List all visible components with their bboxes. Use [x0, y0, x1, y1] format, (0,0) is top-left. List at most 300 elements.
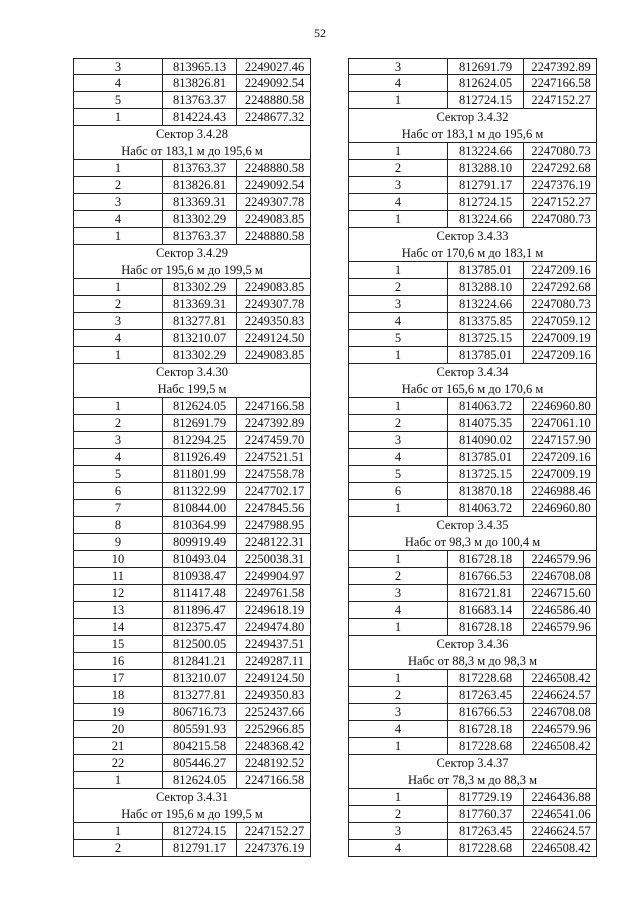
point-number: 1: [394, 144, 402, 158]
point-number: 3: [394, 60, 402, 74]
y-coordinate: 2250038.31: [236, 551, 312, 567]
x-coordinate: 817228.68: [447, 840, 523, 856]
x-coordinate: 812724.15: [447, 92, 523, 108]
coordinate-row: [73, 279, 311, 296]
y-coordinate: 2246508.42: [523, 738, 598, 754]
x-coordinate: 812691.79: [162, 415, 236, 431]
point-number: 4: [394, 195, 402, 209]
y-coordinate: 2246624.57: [523, 687, 598, 703]
coordinate-row: [348, 160, 597, 177]
coordinate-row: [73, 330, 311, 347]
point-number: 1: [114, 110, 122, 124]
sector-elevation-range: Набс от 78,3 м до 88,3 м: [348, 772, 597, 789]
point-number: 13: [111, 603, 125, 617]
coordinate-row: [348, 432, 597, 449]
point-number: 4: [394, 314, 402, 328]
coordinate-row: [348, 194, 597, 211]
y-coordinate: 2247166.58: [523, 75, 598, 91]
point-number: 6: [394, 484, 402, 498]
coordinate-row: [73, 296, 311, 313]
coordinate-row: [73, 823, 311, 840]
coordinate-row: [73, 483, 311, 500]
sector-title: Сектор 3.4.35: [348, 517, 597, 534]
point-number: 6: [114, 484, 122, 498]
point-number: 9: [114, 535, 122, 549]
y-coordinate: 2246960.80: [523, 500, 598, 516]
coordinate-row: [348, 92, 597, 109]
y-coordinate: 2252437.66: [236, 704, 312, 720]
y-coordinate: 2247080.73: [523, 211, 598, 227]
x-coordinate: 813725.15: [447, 330, 523, 346]
x-coordinate: 813870.18: [447, 483, 523, 499]
coordinate-row: [348, 296, 597, 313]
y-coordinate: 2249124.50: [236, 670, 312, 686]
y-coordinate: 2247558.78: [236, 466, 312, 482]
coordinate-row: [348, 806, 597, 823]
point-number: 1: [114, 824, 122, 838]
y-coordinate: 2249350.83: [236, 313, 312, 329]
point-number: 8: [114, 518, 122, 532]
coordinate-row: [73, 75, 311, 92]
coordinate-row: [73, 585, 311, 602]
y-coordinate: 2248677.32: [236, 109, 312, 125]
point-number: 3: [394, 433, 402, 447]
y-coordinate: 2247157.90: [523, 432, 598, 448]
point-number: 4: [394, 76, 402, 90]
coordinate-row: [73, 687, 311, 704]
y-coordinate: 2247845.56: [236, 500, 312, 516]
point-number: 1: [394, 501, 402, 515]
point-number: 5: [114, 93, 122, 107]
x-coordinate: 810493.04: [162, 551, 236, 567]
point-number: 1: [394, 348, 402, 362]
coordinate-row: [73, 466, 311, 483]
page-number: 52: [314, 26, 326, 40]
point-number: 1: [394, 739, 402, 753]
point-number: 2: [394, 416, 402, 430]
x-coordinate: 814090.02: [447, 432, 523, 448]
point-number: 5: [394, 467, 402, 481]
right-coordinate-table: [348, 58, 597, 857]
left-coordinate-table: [73, 58, 311, 857]
y-coordinate: 2246586.40: [523, 602, 598, 618]
y-coordinate: 2248880.58: [236, 228, 312, 244]
point-number: 3: [114, 60, 122, 74]
sector-elevation-range: Набс от 165,6 м до 170,6 м: [348, 381, 597, 398]
coordinate-row: [73, 517, 311, 534]
point-number: 12: [111, 586, 125, 600]
y-coordinate: 2249027.46: [236, 59, 312, 74]
x-coordinate: 812841.21: [162, 653, 236, 669]
y-coordinate: 2249350.83: [236, 687, 312, 703]
x-coordinate: 813210.07: [162, 330, 236, 346]
x-coordinate: 812624.05: [162, 398, 236, 414]
sector-title: Сектор 3.4.31: [73, 789, 311, 806]
coordinate-row: [348, 262, 597, 279]
x-coordinate: 817228.68: [447, 738, 523, 754]
sector-block: [348, 364, 597, 517]
coordinate-row: [348, 279, 597, 296]
point-number: 1: [114, 161, 122, 175]
y-coordinate: 2249307.78: [236, 194, 312, 210]
point-number: 4: [114, 76, 122, 90]
sector-elevation-range: Набс от 183,1 м до 195,6 м: [348, 126, 597, 143]
x-coordinate: 813375.85: [447, 313, 523, 329]
y-coordinate: 2247459.70: [236, 432, 312, 448]
x-coordinate: 804215.58: [162, 738, 236, 754]
x-coordinate: 814224.43: [162, 109, 236, 125]
point-number: 15: [111, 637, 125, 651]
y-coordinate: 2246508.42: [523, 840, 598, 856]
x-coordinate: 813785.01: [447, 347, 523, 363]
y-coordinate: 2252966.85: [236, 721, 312, 737]
coordinate-row: [73, 500, 311, 517]
x-coordinate: 812724.15: [162, 823, 236, 839]
coordinate-row: [73, 602, 311, 619]
point-number: 1: [114, 399, 122, 413]
sector-block: [348, 755, 597, 857]
y-coordinate: 2249083.85: [236, 347, 312, 363]
point-number: 2: [394, 688, 402, 702]
y-coordinate: 2248368.42: [236, 738, 312, 754]
y-coordinate: 2247152.27: [523, 194, 598, 210]
y-coordinate: 2248880.58: [236, 92, 312, 108]
coordinate-row: [73, 449, 311, 466]
y-coordinate: 2247009.19: [523, 466, 598, 482]
y-coordinate: 2249307.78: [236, 296, 312, 312]
y-coordinate: 2247080.73: [523, 143, 598, 159]
point-number: 10: [111, 552, 125, 566]
y-coordinate: 2247059.12: [523, 313, 598, 329]
coordinate-row: [73, 415, 311, 432]
point-number: 3: [394, 586, 402, 600]
y-coordinate: 2249904.97: [236, 568, 312, 584]
x-coordinate: 813277.81: [162, 313, 236, 329]
coordinate-row: [73, 670, 311, 687]
y-coordinate: 2247376.19: [523, 177, 598, 193]
point-number: 3: [394, 824, 402, 838]
x-coordinate: 817760.37: [447, 806, 523, 822]
coordinate-row: [348, 500, 597, 517]
coordinate-row: [348, 347, 597, 364]
coordinate-row: [348, 483, 597, 500]
point-number: 2: [394, 161, 402, 175]
sector-block: [348, 58, 597, 109]
coordinate-row: [348, 721, 597, 738]
sector-elevation-range: Набс 199,5 м: [73, 381, 311, 398]
coordinate-row: [348, 58, 597, 75]
coordinate-row: [73, 619, 311, 636]
point-number: 4: [114, 212, 122, 226]
x-coordinate: 811417.48: [162, 585, 236, 601]
coordinate-row: [73, 109, 311, 126]
point-number: 4: [394, 841, 402, 855]
point-number: 3: [394, 705, 402, 719]
y-coordinate: 2246436.88: [523, 789, 598, 805]
coordinate-row: [73, 92, 311, 109]
coordinate-row: [348, 602, 597, 619]
y-coordinate: 2249287.11: [236, 653, 312, 669]
coordinate-row: [348, 211, 597, 228]
coordinate-row: [73, 704, 311, 721]
sector-title: Сектор 3.4.29: [73, 245, 311, 262]
y-coordinate: 2249618.19: [236, 602, 312, 618]
x-coordinate: 814063.72: [447, 500, 523, 516]
y-coordinate: 2249092.54: [236, 177, 312, 193]
point-number: 4: [114, 450, 122, 464]
x-coordinate: 809919.49: [162, 534, 236, 550]
y-coordinate: 2247376.19: [236, 840, 312, 856]
point-number: 4: [114, 331, 122, 345]
coordinate-row: [348, 449, 597, 466]
sector-title: Сектор 3.4.37: [348, 755, 597, 772]
sector-block: [73, 58, 311, 126]
sector-title: Сектор 3.4.33: [348, 228, 597, 245]
sector-block: [73, 364, 311, 789]
x-coordinate: 817263.45: [447, 687, 523, 703]
point-number: 2: [394, 807, 402, 821]
point-number: 18: [111, 688, 125, 702]
y-coordinate: 2246988.46: [523, 483, 598, 499]
y-coordinate: 2247061.10: [523, 415, 598, 431]
coordinate-row: [73, 194, 311, 211]
x-coordinate: 813224.66: [447, 296, 523, 312]
coordinate-row: [73, 58, 311, 75]
x-coordinate: 813302.29: [162, 211, 236, 227]
y-coordinate: 2248192.52: [236, 755, 312, 771]
point-number: 2: [394, 280, 402, 294]
point-number: 1: [114, 280, 122, 294]
x-coordinate: 813302.29: [162, 279, 236, 295]
sector-elevation-range: Набс от 195,6 м до 199,5 м: [73, 806, 311, 823]
x-coordinate: 813369.31: [162, 296, 236, 312]
x-coordinate: 813965.13: [162, 59, 236, 74]
y-coordinate: 2246579.96: [523, 619, 598, 635]
sector-elevation-range: Набс от 195,6 м до 199,5 м: [73, 262, 311, 279]
x-coordinate: 813224.66: [447, 211, 523, 227]
x-coordinate: 811801.99: [162, 466, 236, 482]
x-coordinate: 813210.07: [162, 670, 236, 686]
sector-block: [73, 126, 311, 245]
point-number: 5: [394, 331, 402, 345]
x-coordinate: 813725.15: [447, 466, 523, 482]
point-number: 14: [111, 620, 125, 634]
x-coordinate: 813288.10: [447, 160, 523, 176]
coordinate-row: [73, 551, 311, 568]
x-coordinate: 805446.27: [162, 755, 236, 771]
sector-block: [73, 245, 311, 364]
point-number: 16: [111, 654, 125, 668]
y-coordinate: 2247292.68: [523, 279, 598, 295]
y-coordinate: 2247392.89: [236, 415, 312, 431]
coordinate-row: [73, 568, 311, 585]
y-coordinate: 2249124.50: [236, 330, 312, 346]
y-coordinate: 2247392.89: [523, 59, 598, 74]
y-coordinate: 2247521.51: [236, 449, 312, 465]
x-coordinate: 813763.37: [162, 92, 236, 108]
coordinate-row: [73, 228, 311, 245]
y-coordinate: 2247292.68: [523, 160, 598, 176]
y-coordinate: 2246708.08: [523, 568, 598, 584]
y-coordinate: 2249083.85: [236, 279, 312, 295]
point-number: 1: [394, 671, 402, 685]
coordinate-row: [348, 75, 597, 92]
x-coordinate: 816728.18: [447, 721, 523, 737]
point-number: 1: [114, 348, 122, 362]
y-coordinate: 2249474.80: [236, 619, 312, 635]
point-number: 1: [394, 263, 402, 277]
y-coordinate: 2246960.80: [523, 398, 598, 414]
coordinate-row: [73, 738, 311, 755]
x-coordinate: 812375.47: [162, 619, 236, 635]
coordinate-row: [73, 636, 311, 653]
x-coordinate: 806716.73: [162, 704, 236, 720]
x-coordinate: 813763.37: [162, 160, 236, 176]
y-coordinate: 2247152.27: [523, 92, 598, 108]
x-coordinate: 810938.47: [162, 568, 236, 584]
x-coordinate: 813826.81: [162, 75, 236, 91]
point-number: 1: [394, 212, 402, 226]
x-coordinate: 817228.68: [447, 670, 523, 686]
x-coordinate: 816721.81: [447, 585, 523, 601]
coordinate-row: [348, 398, 597, 415]
y-coordinate: 2246715.60: [523, 585, 598, 601]
y-coordinate: 2246508.42: [523, 670, 598, 686]
point-number: 4: [394, 450, 402, 464]
coordinate-row: [348, 704, 597, 721]
x-coordinate: 813288.10: [447, 279, 523, 295]
x-coordinate: 810844.00: [162, 500, 236, 516]
point-number: 4: [394, 722, 402, 736]
coordinate-row: [73, 313, 311, 330]
y-coordinate: 2246541.06: [523, 806, 598, 822]
point-number: 2: [394, 569, 402, 583]
x-coordinate: 812500.05: [162, 636, 236, 652]
point-number: 3: [394, 297, 402, 311]
coordinate-row: [348, 585, 597, 602]
coordinate-row: [73, 177, 311, 194]
y-coordinate: 2247009.19: [523, 330, 598, 346]
coordinate-row: [73, 160, 311, 177]
point-number: 3: [394, 178, 402, 192]
x-coordinate: 812724.15: [447, 194, 523, 210]
x-coordinate: 816766.53: [447, 704, 523, 720]
sector-block: [348, 109, 597, 228]
point-number: 1: [114, 229, 122, 243]
point-number: 5: [114, 467, 122, 481]
point-number: 22: [111, 756, 125, 770]
x-coordinate: 813277.81: [162, 687, 236, 703]
x-coordinate: 812624.05: [447, 75, 523, 91]
x-coordinate: 813302.29: [162, 347, 236, 363]
y-coordinate: 2246708.08: [523, 704, 598, 720]
y-coordinate: 2248122.31: [236, 534, 312, 550]
sector-title: Сектор 3.4.36: [348, 636, 597, 653]
x-coordinate: 812791.17: [162, 840, 236, 856]
y-coordinate: 2247209.16: [523, 449, 598, 465]
x-coordinate: 816728.18: [447, 551, 523, 567]
sector-block: [73, 789, 311, 857]
x-coordinate: 814075.35: [447, 415, 523, 431]
coordinate-row: [348, 619, 597, 636]
point-number: 1: [394, 790, 402, 804]
coordinate-row: [73, 772, 311, 789]
x-coordinate: 816728.18: [447, 619, 523, 635]
x-coordinate: 816766.53: [447, 568, 523, 584]
coordinate-row: [348, 840, 597, 857]
point-number: 1: [394, 93, 402, 107]
point-number: 7: [114, 501, 122, 515]
y-coordinate: 2247209.16: [523, 347, 598, 363]
coordinate-row: [348, 789, 597, 806]
sector-elevation-range: Набс от 98,3 м до 100,4 м: [348, 534, 597, 551]
sector-elevation-range: Набс от 170,6 м до 183,1 м: [348, 245, 597, 262]
x-coordinate: 812294.25: [162, 432, 236, 448]
coordinate-row: [73, 755, 311, 772]
coordinate-row: [348, 670, 597, 687]
coordinate-row: [73, 534, 311, 551]
y-coordinate: 2247166.58: [236, 398, 312, 414]
coordinate-row: [348, 823, 597, 840]
point-number: 2: [114, 841, 122, 855]
coordinate-row: [348, 568, 597, 585]
y-coordinate: 2247080.73: [523, 296, 598, 312]
point-number: 11: [111, 569, 125, 583]
coordinate-row: [73, 653, 311, 670]
y-coordinate: 2247988.95: [236, 517, 312, 533]
y-coordinate: 2247702.17: [236, 483, 312, 499]
coordinate-row: [348, 738, 597, 755]
y-coordinate: 2249092.54: [236, 75, 312, 91]
x-coordinate: 817729.19: [447, 789, 523, 805]
x-coordinate: 813785.01: [447, 262, 523, 278]
coordinate-row: [348, 313, 597, 330]
point-number: 19: [111, 705, 125, 719]
point-number: 4: [394, 603, 402, 617]
x-coordinate: 812624.05: [162, 772, 236, 788]
point-number: 2: [114, 178, 122, 192]
y-coordinate: 2249761.58: [236, 585, 312, 601]
y-coordinate: 2247209.16: [523, 262, 598, 278]
x-coordinate: 812791.17: [447, 177, 523, 193]
coordinate-row: [73, 211, 311, 228]
x-coordinate: 811322.99: [162, 483, 236, 499]
y-coordinate: 2249437.51: [236, 636, 312, 652]
coordinate-row: [73, 398, 311, 415]
sector-title: Сектор 3.4.30: [73, 364, 311, 381]
coordinate-row: [348, 466, 597, 483]
x-coordinate: 813785.01: [447, 449, 523, 465]
point-number: 17: [111, 671, 125, 685]
y-coordinate: 2247166.58: [236, 772, 312, 788]
sector-block: [348, 228, 597, 364]
point-number: 2: [114, 416, 122, 430]
coordinate-row: [348, 143, 597, 160]
point-number: 2: [114, 297, 122, 311]
point-number: 3: [114, 433, 122, 447]
point-number: 1: [394, 552, 402, 566]
x-coordinate: 813763.37: [162, 228, 236, 244]
x-coordinate: 812691.79: [447, 59, 523, 74]
sector-title: Сектор 3.4.32: [348, 109, 597, 126]
x-coordinate: 813224.66: [447, 143, 523, 159]
x-coordinate: 817263.45: [447, 823, 523, 839]
coordinate-row: [348, 687, 597, 704]
x-coordinate: 813826.81: [162, 177, 236, 193]
coordinate-row: [348, 330, 597, 347]
y-coordinate: 2246624.57: [523, 823, 598, 839]
sector-block: [348, 517, 597, 636]
